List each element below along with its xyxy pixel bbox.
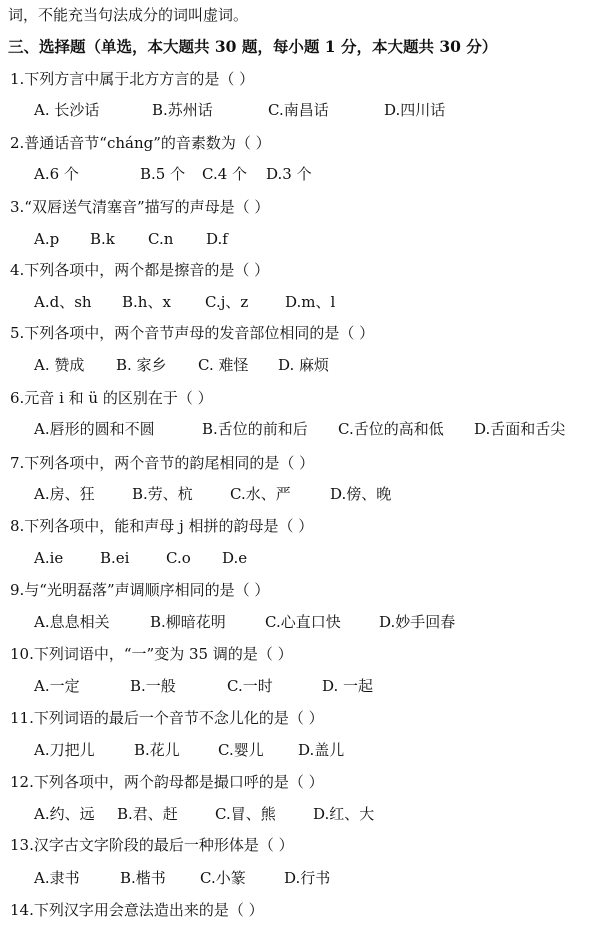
answer-option-d: D.m、l bbox=[285, 293, 336, 311]
question-stem: 4.下列各项中，两个都是擦音的是（ ） bbox=[10, 261, 270, 279]
answer-option-b: B. 家乡 bbox=[116, 356, 167, 374]
question-stem: 14.下列汉字用会意法造出来的是（ ） bbox=[10, 901, 264, 919]
answer-option-b: B.k bbox=[90, 230, 115, 248]
question-stem: 8.下列各项中，能和声母 j 相拼的韵母是（ ） bbox=[10, 517, 314, 535]
answer-option-c: C.o bbox=[166, 549, 191, 567]
answer-option-d: D.3 个 bbox=[266, 165, 312, 183]
question-stem: 11.下列词语的最后一个音节不念儿化的是（ ） bbox=[10, 709, 324, 727]
answer-option-c: C.一时 bbox=[227, 677, 273, 695]
answer-option-d: D.e bbox=[222, 549, 248, 567]
answer-option-b: B.h、x bbox=[122, 293, 171, 311]
answer-option-d: D.四川话 bbox=[384, 101, 446, 119]
answer-option-d: D. 一起 bbox=[322, 677, 374, 695]
question-stem: 2.普通话音节“cháng”的音素数为（ ） bbox=[10, 134, 271, 152]
intro-text: 词，不能充当句法成分的词叫虚词。 bbox=[8, 6, 249, 24]
answer-option-b: B.苏州话 bbox=[152, 101, 213, 119]
answer-option-b: B.花儿 bbox=[134, 741, 180, 759]
question-stem: 7.下列各项中，两个音节的韵尾相同的是（ ） bbox=[10, 454, 315, 472]
question-stem: 1.下列方言中属于北方方言的是（ ） bbox=[10, 70, 255, 88]
answer-option-a: A.约、远 bbox=[34, 805, 95, 823]
answer-option-c: C.冒、熊 bbox=[215, 805, 276, 823]
answer-option-b: B.舌位的前和后 bbox=[202, 420, 308, 438]
question-stem: 3.“双唇送气清塞音”描写的声母是（ ） bbox=[10, 198, 270, 216]
answer-option-d: D.妙手回春 bbox=[379, 613, 456, 631]
answer-option-a: A.隶书 bbox=[34, 869, 80, 887]
question-stem: 6.元音 i 和 ü 的区别在于（ ） bbox=[10, 389, 213, 407]
answer-option-b: B.劳、杭 bbox=[132, 485, 193, 503]
answer-option-b: B.君、赶 bbox=[117, 805, 178, 823]
answer-option-a: A.d、sh bbox=[34, 293, 92, 311]
answer-option-d: D.红、大 bbox=[313, 805, 375, 823]
answer-option-c: C.心直口快 bbox=[265, 613, 341, 631]
answer-option-c: C. 难怪 bbox=[198, 356, 249, 374]
answer-option-a: A.p bbox=[34, 230, 60, 248]
answer-option-a: A.息息相关 bbox=[34, 613, 110, 631]
answer-option-d: D.盖儿 bbox=[298, 741, 345, 759]
question-stem: 5.下列各项中，两个音节声母的发音部位相同的是（ ） bbox=[10, 324, 375, 342]
question-stem: 9.与“光明磊落”声调顺序相同的是（ ） bbox=[10, 581, 270, 599]
question-stem: 13.汉字古文字阶段的最后一种形体是（ ） bbox=[10, 836, 294, 854]
answer-option-b: B.柳暗花明 bbox=[150, 613, 226, 631]
answer-option-a: A.房、狂 bbox=[34, 485, 95, 503]
answer-option-c: C.水、严 bbox=[230, 485, 291, 503]
answer-option-a: A.6 个 bbox=[34, 165, 79, 183]
question-stem: 10.下列词语中，“一”变为 35 调的是（ ） bbox=[10, 645, 293, 663]
answer-option-c: C.n bbox=[148, 230, 174, 248]
answer-option-d: D.舌面和舌尖 bbox=[474, 420, 566, 438]
section-title: 三、选择题（单选，本大题共 30 题，每小题 1 分，本大题共 30 分） bbox=[8, 37, 498, 56]
answer-option-c: C.小篆 bbox=[200, 869, 246, 887]
answer-option-a: A.唇形的圆和不圆 bbox=[34, 420, 155, 438]
answer-option-d: D.f bbox=[206, 230, 228, 248]
answer-option-a: A. 赞成 bbox=[34, 356, 85, 374]
answer-option-d: D. 麻烦 bbox=[278, 356, 330, 374]
answer-option-c: C.婴儿 bbox=[218, 741, 264, 759]
answer-option-c: C.南昌话 bbox=[268, 101, 329, 119]
answer-option-b: B.5 个 bbox=[140, 165, 186, 183]
question-stem: 12.下列各项中，两个韵母都是撮口呼的是（ ） bbox=[10, 773, 324, 791]
answer-option-a: A. 长沙话 bbox=[34, 101, 100, 119]
answer-option-d: D.行书 bbox=[284, 869, 331, 887]
answer-option-b: B.楷书 bbox=[120, 869, 166, 887]
answer-option-a: A.刀把儿 bbox=[34, 741, 95, 759]
answer-option-c: C.舌位的高和低 bbox=[338, 420, 444, 438]
answer-option-c: C.4 个 bbox=[202, 165, 248, 183]
answer-option-a: A.一定 bbox=[34, 677, 80, 695]
answer-option-b: B.ei bbox=[100, 549, 130, 567]
answer-option-a: A.ie bbox=[34, 549, 64, 567]
answer-option-b: B.一般 bbox=[130, 677, 176, 695]
answer-option-d: D.傍、晚 bbox=[330, 485, 392, 503]
answer-option-c: C.j、z bbox=[205, 293, 249, 311]
